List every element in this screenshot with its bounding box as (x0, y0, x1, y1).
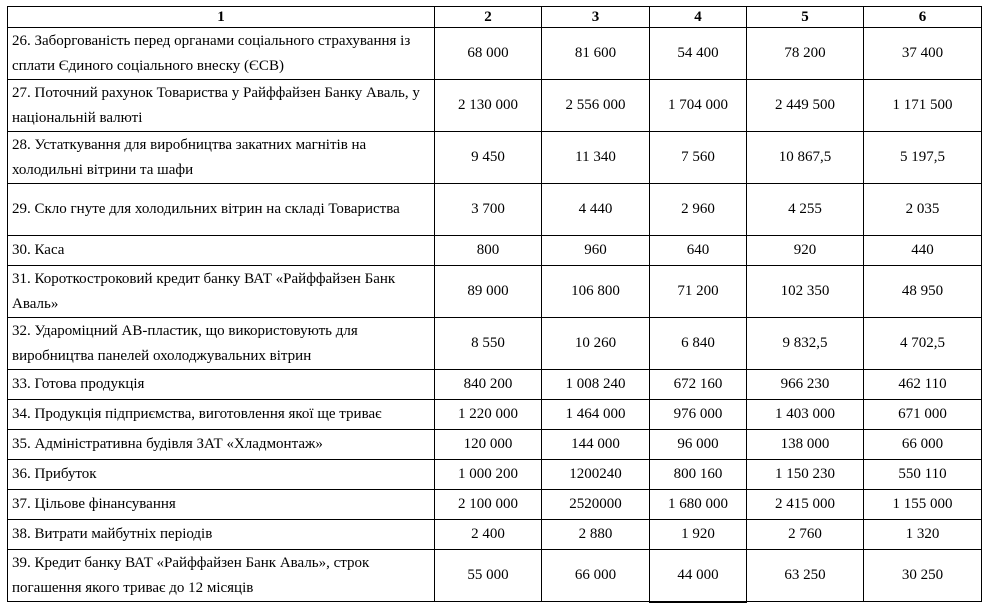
cell-col-4: 1 920 (650, 520, 747, 550)
cell-col-2: 840 200 (435, 370, 542, 400)
cell-col-3: 2520000 (542, 490, 650, 520)
table-row (8, 318, 982, 370)
cell-col-4: 2 960 (650, 184, 747, 236)
cell-col-6: 1 155 000 (864, 490, 982, 520)
row-label: 38. Витрати майбутніх періодів (8, 520, 435, 550)
cell-col-4: 800 160 (650, 460, 747, 490)
cell-col-5: 4 255 (747, 184, 864, 236)
cell-col-5: 138 000 (747, 430, 864, 460)
row-label: 35. Адміністративна будівля ЗАТ «Хладмонтаж» (8, 430, 435, 460)
cell-col-6: 66 000 (864, 430, 982, 460)
cell-col-6: 48 950 (864, 266, 982, 318)
cell-col-2: 9 450 (435, 132, 542, 184)
cell-col-2: 55 000 (435, 550, 542, 602)
balance-items-table (7, 6, 982, 603)
cell-col-3: 106 800 (542, 266, 650, 318)
cell-col-4: 672 160 (650, 370, 747, 400)
row-label: 27. Поточний рахунок Товариства у Райффайзен Банку Аваль, у національній валюті (8, 80, 435, 132)
cell-col-2: 68 000 (435, 28, 542, 80)
table-row (8, 236, 982, 266)
cell-col-4: 6 840 (650, 318, 747, 370)
cell-col-5: 9 832,5 (747, 318, 864, 370)
cell-col-2: 2 130 000 (435, 80, 542, 132)
table-row (8, 490, 982, 520)
cell-col-3: 4 440 (542, 184, 650, 236)
cell-col-3: 66 000 (542, 550, 650, 602)
cell-col-3: 144 000 (542, 430, 650, 460)
cell-col-6: 1 171 500 (864, 80, 982, 132)
cell-col-2: 2 100 000 (435, 490, 542, 520)
cell-col-5: 10 867,5 (747, 132, 864, 184)
cell-col-4: 1 680 000 (650, 490, 747, 520)
row-label: 26. Заборгованість перед органами соціального страхування із сплати Єдиного соціального внеску (ЄСВ) (8, 28, 435, 80)
cell-col-2: 3 700 (435, 184, 542, 236)
cell-col-5: 2 449 500 (747, 80, 864, 132)
cell-col-4: 71 200 (650, 266, 747, 318)
cell-col-2: 1 000 200 (435, 460, 542, 490)
cell-col-6: 37 400 (864, 28, 982, 80)
cell-col-6: 30 250 (864, 550, 982, 602)
table-row (8, 460, 982, 490)
table-row (8, 400, 982, 430)
cell-col-5: 966 230 (747, 370, 864, 400)
cell-col-6: 1 320 (864, 520, 982, 550)
table-row (8, 184, 982, 236)
cell-col-4: 1 704 000 (650, 80, 747, 132)
cell-col-5: 1 150 230 (747, 460, 864, 490)
cell-col-6: 440 (864, 236, 982, 266)
cell-col-6: 2 035 (864, 184, 982, 236)
cell-col-2: 2 400 (435, 520, 542, 550)
cell-col-2: 1 220 000 (435, 400, 542, 430)
row-label: 29. Скло гнуте для холодильних вітрин на складі Товариства (8, 184, 435, 236)
row-label: 34. Продукція підприємства, виготовлення якої ще триває (8, 400, 435, 430)
header-col-4: 4 (650, 7, 747, 28)
cell-col-3: 1 008 240 (542, 370, 650, 400)
cell-col-4: 640 (650, 236, 747, 266)
row-label: 30. Каса (8, 236, 435, 266)
table-row (8, 28, 982, 80)
cell-col-3: 81 600 (542, 28, 650, 80)
table-row (8, 80, 982, 132)
table-row (8, 266, 982, 318)
cell-col-6: 5 197,5 (864, 132, 982, 184)
cell-col-5: 78 200 (747, 28, 864, 80)
cell-col-2: 8 550 (435, 318, 542, 370)
cell-col-3: 2 556 000 (542, 80, 650, 132)
table-row (8, 370, 982, 400)
cell-col-4: 44 000 (650, 550, 747, 602)
table-row (8, 520, 982, 550)
table-row (8, 132, 982, 184)
cell-col-6: 4 702,5 (864, 318, 982, 370)
cell-col-3: 10 260 (542, 318, 650, 370)
row-label: 39. Кредит банку ВАТ «Райффайзен Банк Аваль», строк погашення якого триває до 12 місяців (8, 550, 435, 602)
row-label: 28. Устаткування для виробництва закатних магнітів на холодильні вітрини та шафи (8, 132, 435, 184)
header-col-1: 1 (8, 7, 435, 28)
table-row (8, 550, 982, 602)
row-label: 31. Короткостроковий кредит банку ВАТ «Райффайзен Банк Аваль» (8, 266, 435, 318)
cell-col-2: 800 (435, 236, 542, 266)
cell-col-5: 1 403 000 (747, 400, 864, 430)
cell-col-2: 89 000 (435, 266, 542, 318)
table-row (8, 430, 982, 460)
cell-col-3: 2 880 (542, 520, 650, 550)
cell-col-5: 920 (747, 236, 864, 266)
cell-col-5: 2 415 000 (747, 490, 864, 520)
cell-col-3: 1 464 000 (542, 400, 650, 430)
cell-col-4: 7 560 (650, 132, 747, 184)
cell-col-5: 102 350 (747, 266, 864, 318)
cell-col-6: 671 000 (864, 400, 982, 430)
cell-col-6: 550 110 (864, 460, 982, 490)
header-row (8, 7, 982, 28)
row-label: 36. Прибуток (8, 460, 435, 490)
cell-col-3: 960 (542, 236, 650, 266)
header-col-3: 3 (542, 7, 650, 28)
cell-col-5: 2 760 (747, 520, 864, 550)
cell-col-4: 976 000 (650, 400, 747, 430)
row-label: 32. Удароміцний АВ-пластик, що використовують для виробництва панелей охолоджувальних вітрин (8, 318, 435, 370)
header-col-2: 2 (435, 7, 542, 28)
cell-col-3: 1200240 (542, 460, 650, 490)
cell-col-3: 11 340 (542, 132, 650, 184)
header-col-5: 5 (747, 7, 864, 28)
cell-col-2: 120 000 (435, 430, 542, 460)
row-label: 37. Цільове фінансування (8, 490, 435, 520)
cell-col-4: 96 000 (650, 430, 747, 460)
cell-col-4: 54 400 (650, 28, 747, 80)
cell-col-6: 462 110 (864, 370, 982, 400)
row-label: 33. Готова продукція (8, 370, 435, 400)
header-col-6: 6 (864, 7, 982, 28)
cell-col-5: 63 250 (747, 550, 864, 602)
